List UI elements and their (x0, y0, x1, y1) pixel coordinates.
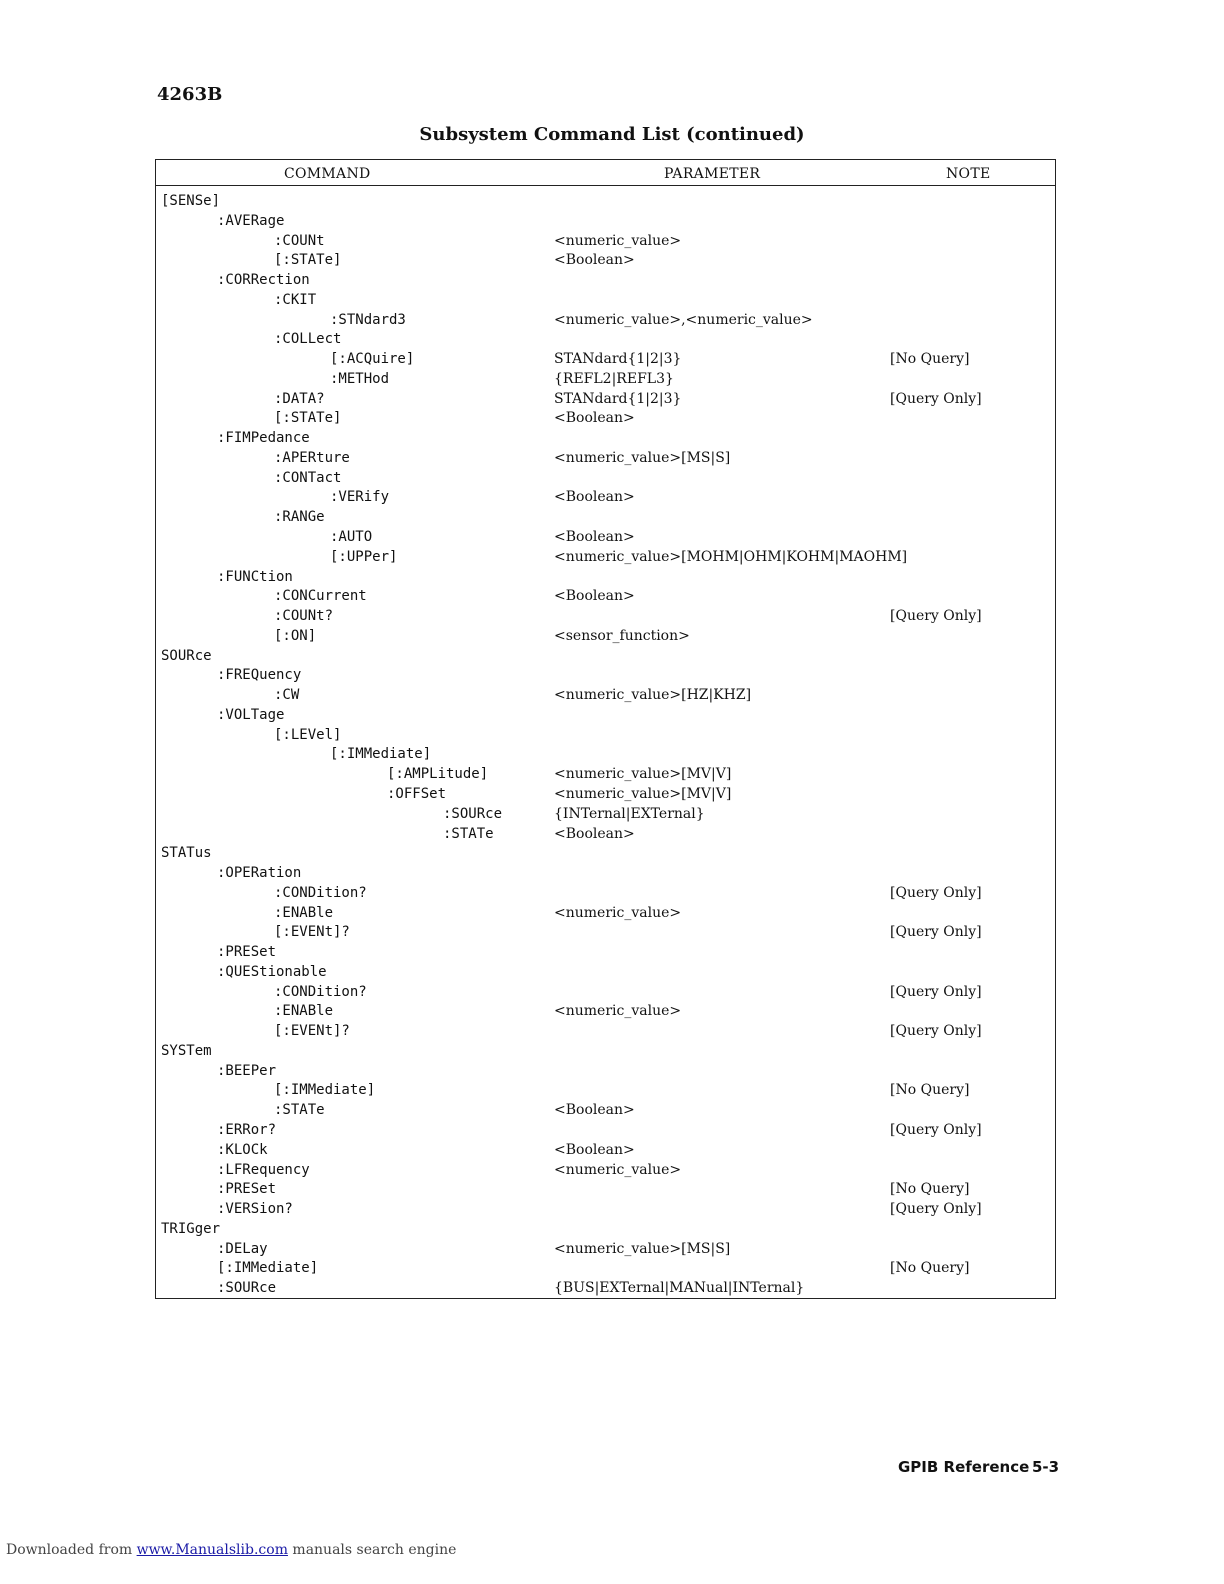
page-title: Subsystem Command List (continued) (419, 124, 805, 145)
table-row (156, 685, 1055, 705)
command-cell: :OPERation (217, 865, 302, 882)
command-cell: [:AMPLitude] (387, 766, 489, 783)
note-cell: [No Query] (890, 1181, 970, 1198)
parameter-cell: {BUS|EXTernal|MANual|INTernal} (554, 1280, 805, 1297)
table-row (156, 586, 1055, 606)
table-row (156, 507, 1055, 527)
table-body (156, 191, 1055, 1298)
table-row (156, 1140, 1055, 1160)
table-row (156, 922, 1055, 942)
table-row (156, 369, 1055, 389)
parameter-cell: <Boolean> (554, 529, 635, 546)
command-cell: STATus (161, 845, 212, 862)
command-cell: [:IMMediate] (274, 1082, 376, 1099)
command-cell: :OFFSet (387, 785, 447, 802)
table-row (156, 725, 1055, 745)
table-row (156, 1120, 1055, 1140)
table-row (156, 982, 1055, 1002)
table-row (156, 1100, 1055, 1120)
table-row (156, 626, 1055, 646)
command-cell: :ENABle (274, 904, 334, 921)
command-cell: [SENSe] (161, 193, 221, 209)
table-row (156, 329, 1055, 349)
command-cell: :FUNCtion (217, 568, 293, 585)
command-cell: [:UPPer] (330, 548, 398, 565)
command-table (155, 159, 1056, 1299)
parameter-cell: STANdard{1|2|3} (554, 390, 682, 407)
command-cell: :CONTact (274, 469, 342, 486)
parameter-cell: {REFL2|REFL3} (554, 370, 674, 387)
table-row (156, 270, 1055, 290)
table-row (156, 962, 1055, 982)
command-cell: :CONDition? (274, 884, 367, 901)
page-number: 5-3 (1032, 1458, 1060, 1476)
parameter-cell: <numeric_value>[MOHM|OHM|KOHM|MAOHM] (554, 548, 908, 565)
table-header (156, 160, 1055, 186)
command-cell: :VERify (330, 489, 390, 506)
table-row (156, 1258, 1055, 1278)
command-cell: :CONCurrent (274, 588, 367, 605)
command-cell: [:STATe] (274, 410, 342, 427)
table-row (156, 1160, 1055, 1180)
command-cell: [:IMMediate] (330, 746, 432, 763)
column-header-command: COMMAND (284, 166, 371, 182)
parameter-cell: <numeric_value>[MV|V] (554, 785, 732, 802)
column-header-parameter: PARAMETER (664, 166, 761, 182)
table-row (156, 705, 1055, 725)
command-cell: :FIMPedance (217, 430, 310, 447)
command-cell: :STNdard3 (330, 311, 406, 328)
table-row (156, 428, 1055, 448)
command-cell: :DATA? (274, 390, 325, 407)
command-cell: SOURce (161, 647, 212, 664)
parameter-cell: <numeric_value>[MS|S] (554, 449, 731, 466)
command-cell: :AVERage (217, 212, 285, 229)
table-row (156, 468, 1055, 488)
table-row (156, 231, 1055, 251)
command-cell: :KLOCk (217, 1141, 268, 1158)
command-cell: :PRESet (217, 1181, 277, 1198)
command-cell: :CONDition? (274, 983, 367, 1000)
note-cell: [Query Only] (890, 924, 982, 941)
table-row (156, 290, 1055, 310)
parameter-cell: STANdard{1|2|3} (554, 351, 682, 368)
command-cell: :AUTO (330, 529, 373, 546)
download-prefix: Downloaded from (6, 1542, 137, 1558)
table-row (156, 1278, 1055, 1298)
note-cell: [Query Only] (890, 983, 982, 1000)
manualslib-link[interactable]: www.Manualslib.com (136, 1542, 288, 1558)
command-cell: :ERRor? (217, 1121, 277, 1138)
table-row (156, 448, 1055, 468)
download-suffix: manuals search engine (287, 1542, 457, 1558)
command-cell: [:ACQuire] (330, 351, 415, 368)
table-row (156, 665, 1055, 685)
table-row (156, 863, 1055, 883)
command-cell: [:EVENt]? (274, 1023, 350, 1040)
table-row (156, 764, 1055, 784)
note-cell: [Query Only] (890, 1201, 982, 1218)
command-cell: :COUNt? (274, 608, 334, 625)
command-cell: :COLLect (274, 331, 342, 348)
command-cell: :ENABle (274, 1003, 334, 1020)
table-row (156, 903, 1055, 923)
note-cell: [Query Only] (890, 884, 982, 901)
command-cell: :COUNt (274, 232, 325, 249)
command-cell: :QUEStionable (217, 963, 327, 980)
table-row (156, 843, 1055, 863)
command-cell: [:LEVel] (274, 726, 342, 743)
table-row (156, 824, 1055, 844)
note-cell: [No Query] (890, 1260, 970, 1277)
table-row (156, 1001, 1055, 1021)
note-cell: [Query Only] (890, 1121, 982, 1138)
table-row (156, 547, 1055, 567)
parameter-cell: <numeric_value> (554, 1161, 682, 1178)
command-cell: :SOURce (217, 1280, 277, 1297)
table-row (156, 784, 1055, 804)
parameter-cell: <numeric_value> (554, 904, 682, 921)
table-row (156, 211, 1055, 231)
command-cell: :RANGe (274, 509, 325, 526)
table-row (156, 567, 1055, 587)
parameter-cell: <numeric_value> (554, 232, 682, 249)
parameter-cell: <numeric_value>[MV|V] (554, 766, 732, 783)
parameter-cell: <Boolean> (554, 410, 635, 427)
table-row (156, 1199, 1055, 1219)
table-row (156, 408, 1055, 428)
table-row (156, 487, 1055, 507)
column-header-note: NOTE (946, 166, 991, 182)
table-row (156, 646, 1055, 666)
parameter-cell: <Boolean> (554, 1141, 635, 1158)
note-cell: [Query Only] (890, 1023, 982, 1040)
table-row (156, 942, 1055, 962)
table-row (156, 310, 1055, 330)
command-cell: :VERSion? (217, 1201, 293, 1218)
note-cell: [No Query] (890, 351, 970, 368)
command-cell: TRIGger (161, 1220, 221, 1237)
note-cell: [No Query] (890, 1082, 970, 1099)
table-row (156, 1021, 1055, 1041)
parameter-cell: <numeric_value>[MS|S] (554, 1240, 731, 1257)
command-cell: [:ON] (274, 627, 317, 644)
parameter-cell: <Boolean> (554, 1102, 635, 1119)
parameter-cell: <Boolean> (554, 489, 635, 506)
command-cell: :BEEPer (217, 1062, 277, 1079)
command-cell: SYSTem (161, 1042, 212, 1059)
table-row (156, 1080, 1055, 1100)
table-row (156, 1219, 1055, 1239)
parameter-cell: <numeric_value> (554, 1003, 682, 1020)
command-cell: [:IMMediate] (217, 1260, 319, 1277)
command-cell: :PRESet (217, 944, 277, 961)
command-cell: :CORRection (217, 272, 310, 289)
parameter-cell: <sensor_function> (554, 627, 690, 644)
command-cell: :METHod (330, 370, 390, 387)
table-row (156, 744, 1055, 764)
table-row (156, 1179, 1055, 1199)
command-cell: :STATe (443, 825, 494, 842)
note-cell: [Query Only] (890, 608, 982, 625)
command-cell: :CKIT (274, 291, 317, 308)
table-row (156, 883, 1055, 903)
parameter-cell: <numeric_value>,<numeric_value> (554, 311, 813, 328)
command-cell: :CW (274, 687, 300, 704)
table-row (156, 1239, 1055, 1259)
table-row (156, 527, 1055, 547)
command-cell: :VOLTage (217, 706, 285, 723)
command-cell: [:EVENt]? (274, 924, 350, 941)
parameter-cell: <Boolean> (554, 252, 635, 269)
note-cell: [Query Only] (890, 390, 982, 407)
table-row (156, 389, 1055, 409)
table-row (156, 191, 1055, 211)
command-cell: :FREQuency (217, 667, 302, 684)
parameter-cell: <Boolean> (554, 825, 635, 842)
table-row (156, 1041, 1055, 1061)
footer-section-label: GPIB Reference (898, 1458, 1030, 1476)
table-row (156, 250, 1055, 270)
command-cell: :LFRequency (217, 1161, 310, 1178)
download-notice (6, 1542, 456, 1558)
command-cell: :APERture (274, 449, 350, 466)
table-row (156, 349, 1055, 369)
parameter-cell: <Boolean> (554, 588, 635, 605)
table-row (156, 804, 1055, 824)
command-cell: :STATe (274, 1102, 325, 1119)
parameter-cell: <numeric_value>[HZ|KHZ] (554, 687, 752, 704)
table-row (156, 606, 1055, 626)
command-cell: :SOURce (443, 805, 503, 822)
model-heading: 4263B (157, 84, 223, 105)
parameter-cell: {INTernal|EXTernal} (554, 805, 705, 822)
table-row (156, 1061, 1055, 1081)
command-cell: :DELay (217, 1240, 268, 1257)
command-cell: [:STATe] (274, 252, 342, 269)
